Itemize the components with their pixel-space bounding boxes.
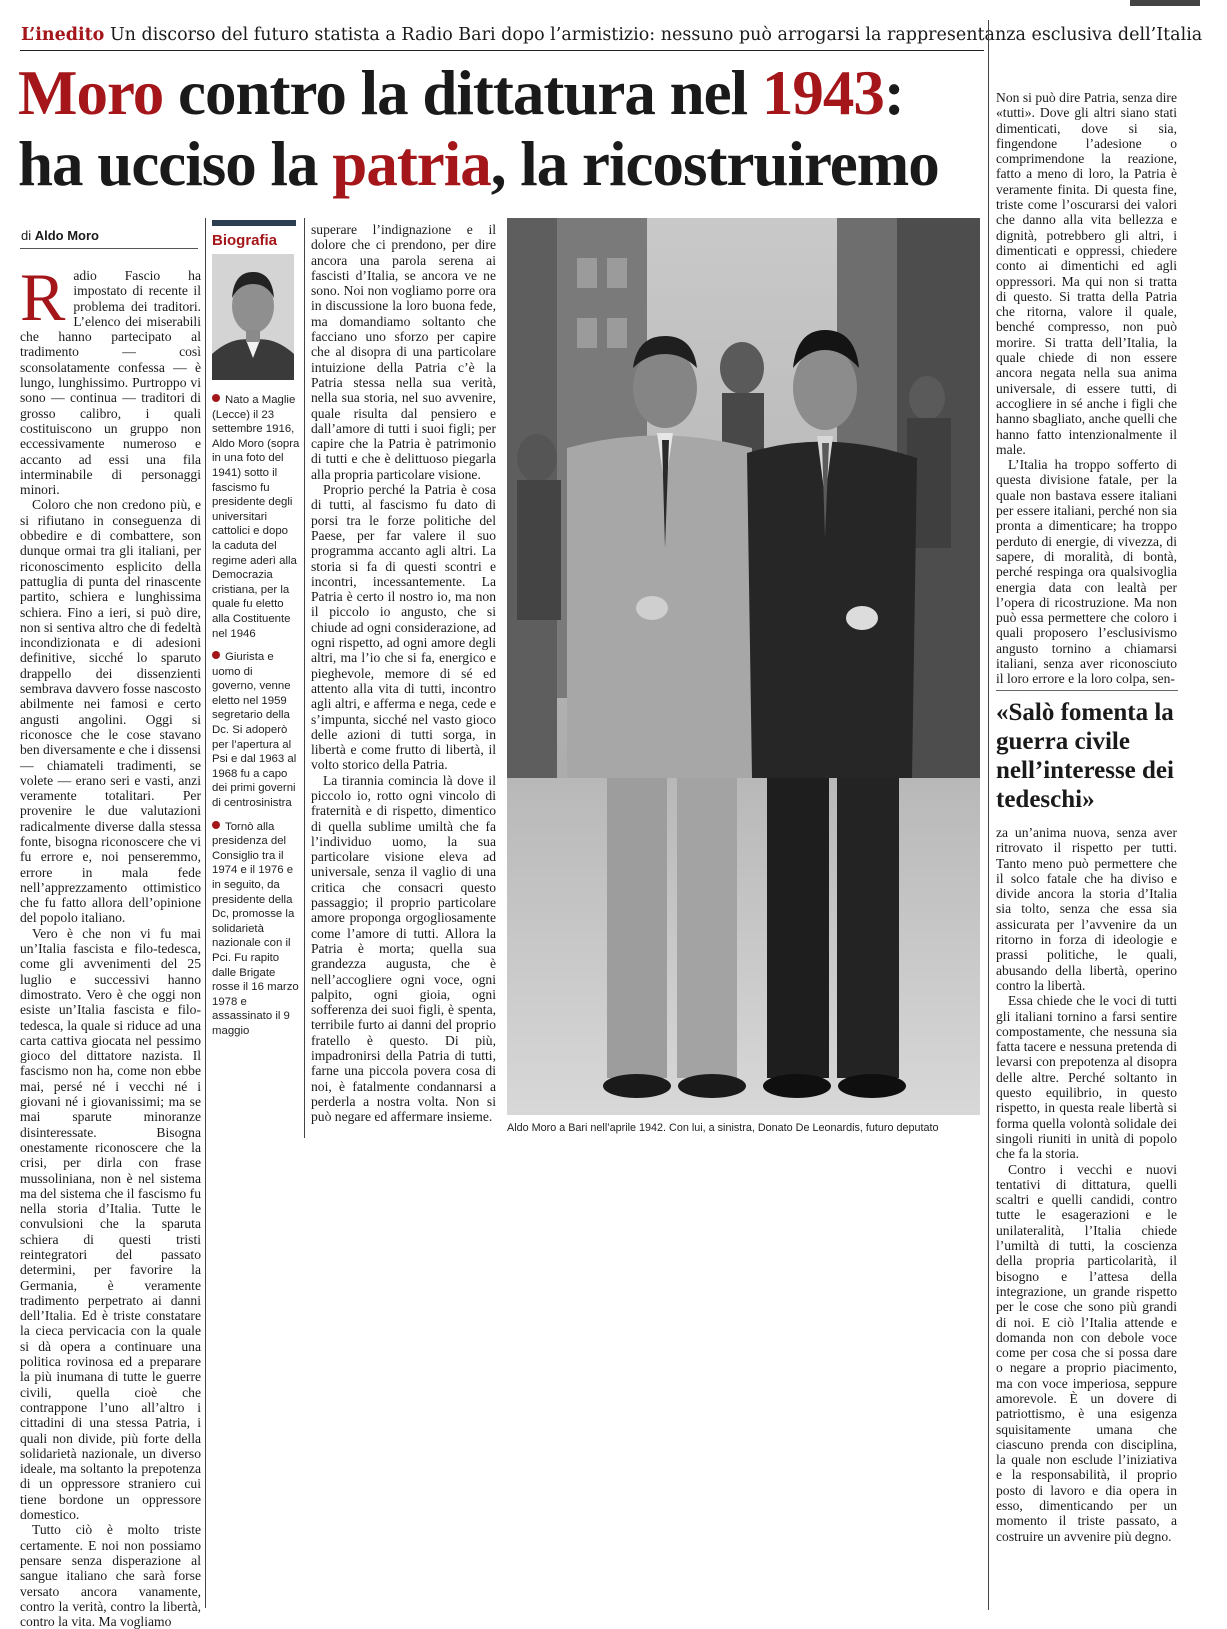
main-photo (507, 218, 980, 1115)
page-corner-mark (1130, 0, 1200, 6)
column-divider (205, 218, 206, 1608)
byline-rule (20, 248, 198, 249)
byline-prefix: di (21, 228, 35, 243)
paragraph: L’Italia ha troppo sofferto di questa divisione fatale, per la quale non bastava essere italiani per essere italiani, perché non sia pronta a dimenticare; ha troppo perduto di energie, di vivezza, di sapere, di moralità, di bontà, perché respinga ora qualsivoglia energia data con lealtà per l’opera di ricostruzione. Ma non può essa permettere che coloro i quali proposero l’esclusivismo angusto tornino a chiamarsi italiani, senza aver riconosciuto il loro errore e la loro colpa, sen- (996, 457, 1177, 687)
portrait-photo (212, 254, 294, 380)
bio-item-text: Giurista e uomo di governo, venne eletto nel 1959 segretario della Dc. Si adoperò per l’apertura al Psi e dal 1963 al 1968 fu a capo dei primi governi di centrosinistra (212, 651, 297, 810)
main-photo-image (507, 218, 980, 1115)
bio-item-text: Nato a Maglie (Lecce) il 23 settembre 1916, Aldo Moro (sopra in una foto del 1941) sotto il fascismo fu presidente degli universitari cattolici e dopo la caduta del regime aderì alla Democrazia cristiana, per la quale fu eletto alla Costituente nel 1946 (212, 394, 300, 640)
headline-colon: : (883, 58, 904, 128)
paragraph: Contro i vecchi e nuovi tentativi di dittatura, quelli scaltri e quelli candidi, contro tutte le esagerazioni e le unilateralità, l’Italia chiede l’umiltà di tutti, la coscienza della propria particolarità, il bisogno e l’attesa della integrazione, un grande rispetto per le cose che sono più grandi di noi. E ciò l’Italia attende e domanda non con debole voce come per cosa che si possa dare o negare a proprio piacimento, ma con voce imperiosa, seppure amorevole. È un dovere di patriottismo, è una esigenza squisitamente umana che ciascuno prenda con disciplina, la quale non esclude l’iniziativa e la responsabilità, il proprio posto di lavoro e dia opera in esso, dimenticando per un momento il triste passato, a costruire un avvenire più degno. (996, 1161, 1177, 1544)
headline-moro: Moro (18, 58, 164, 128)
paragraph: Tutto ciò è molto triste certamente. E noi non possiamo pensare senza disperazione al sangue italiano che sarà forse versato ancora vanamente, contro la verità, contro la libertà, contro la vita. Ma vogliamo (20, 1522, 201, 1629)
paragraph: Proprio perché la Patria è cosa di tutti, al fascismo fu dato di porsi tra le forze politiche del Paese, per far valere il suo programma accanto agli altri. La storia si fa di questi scontri e incontri, incessantemente. La Patria è certo il nostro io, ma non il piccolo io angusto, che si chiude ad ogni considerazione, ad ogni rispetto, ad ogni amore degli altri, ma l’io che si fa, energico e pieghevole, memore di sé ed attento alla vita di tutti, incontro agli altri, e afferma e nega, cede e s’impunta, sicché nel vasto gioco delle azioni di tutti sorga, in libertà e come frutto di libertà, il volto storico della Patria. (311, 482, 496, 773)
paragraph: Vero è che non vi fu mai un’Italia fascista e filo-tedesca, come gli avvenimenti del 25 luglio e successivi hanno dimostrato. Vero è che oggi non esiste un’Italia fascista e filo-tedesca, la quale si riduce ad una carta cattiva giocata nel pessimo gioco del dittatore nazista. Il fascismo non ha, come non ebbe mai, persé né i vecchi né i giovani né i giovanissimi; ma se mai sparute minoranze disinteressate. Bisogna onestamente riconoscere che la crisi, per dirla con frase mussoliniana, non è nel sistema ma del sistema che il fascismo fu nella storia d’Italia. Tutte le convulsioni che la sparuta schiera di questi tristi reintegratori del passato determini, per favorire la Germania, è veramente tradimento perpetrato ai danni dell’Italia. Ed è triste constatare la cieca pervicacia con la quale si dà opera a continuare una politica rovinosa ed a preparare la più inumana di tutte le guerre civili, quella cioè che contrappone l’uno all’altro i cittadini di una stessa Patria, i quali non divide, più forte della solidarietà nazionale, un diverso ideale, ma soltanto la prepotenza di un oppressore straniero cui tiene bordone un oppressore domestico. (20, 925, 201, 1523)
bullet-dot-icon (212, 821, 220, 829)
kicker-text: Un discorso del futuro statista a Radio Bari dopo l’armistizio: nessuno può arrogarsi la rappresentanza esclusiva dell’Italia (109, 25, 1203, 45)
paragraph: superare l’indignazione e il dolore che ci prendono, per dire ancora una parola serena ai fascisti d’Italia, se ancora ve ne sono. Noi non vogliamo porre ora in discussione la loro buona fede, ma domandiamo soltanto che facciano uno sforzo per capire che al disopra di una particolare intuizione della Patria c’è la Patria stessa nella sua verità, nella sua storia, nel suo avvenire, quale risulta dal pensiero e dall’amore di tutti i suoi figli; per capire che la Patria è patrimonio di tutti e che è delittuoso piegarla alla propria particolare visione. (311, 222, 496, 482)
column-divider (304, 218, 305, 1138)
drop-cap: R (20, 259, 66, 335)
headline-text-2: ha ucciso la (18, 129, 333, 199)
headline-text-1: contro la dittatura nel (163, 58, 762, 128)
bio-item (212, 393, 300, 641)
bio-item (212, 820, 300, 1039)
bullet-dot-icon (212, 651, 220, 659)
paragraph: Non si può dire Patria, senza dire «tutti». Dove gli altri siano stati dimenticati, dove si sia, fingendone l’adesione o comprimendone la reazione, fatto a meno di loro, la Patria è veramente finita. Di questa fine, triste come l’oscurarsi dei valori che danno alla vita bellezza e dignità, potrebbero gli altri, i dimenticati e oppressi, chiedere conto ai dimentichi ed agli oppressori. Ma qui non si tratta di questo. Si tratta della Patria che ritorna, valore il quale, benché compresso, non può morire. Si tratta dell’Italia, la quale chiede di non essere ancora negata nella sua anima universale, di essere tutti, di accogliere in sé anche i figli che hanno sbagliato, anche quelli che hanno fatto intenzionalmente il male. (996, 90, 1177, 457)
byline-author: Aldo Moro (34, 228, 99, 243)
paragraph-text: adio Fascio ha impostato di recente il problema dei traditori. L’elenco dei miserabili che hanno partecipato al tradimento — così sconsolatamente confessa — è lungo, lunghissimo. Purtroppo vi sono — continua — traditori di grosso calibro, i quali costituiscono un gruppo non eccessivamente numeroso e accanto ad essi una fila interminabile di personaggi minori. (20, 268, 201, 498)
kicker-label: L’inedito (21, 25, 105, 45)
pull-quote-rule (996, 690, 1178, 691)
column-divider (988, 20, 989, 1610)
headline-text-3: , la ricostruiremo (490, 129, 939, 199)
photo-caption: Aldo Moro a Bari nell’aprile 1942. Con lui, a sinistra, Donato De Leonardis, futuro deputato (507, 1122, 939, 1134)
portrait-image (212, 254, 294, 380)
paragraph: Essa chiede che le voci di tutti gli italiani tornino a farsi sentire compostamente, che nessuna sia fatta tacere e nessuna pretenda di levarsi con prepotenza al disopra delle altre. Perché soltanto in questo equilibrio, in questo rispetto, in questa reale libertà si forma quella volontà solidale dei singoli riuniti in unità di popolo che fa la storia. (996, 993, 1177, 1162)
bio-title: Biografia (212, 232, 278, 249)
bio-bar (212, 220, 296, 226)
headline-patria: patria (332, 129, 491, 199)
headline-year: 1943 (761, 58, 884, 128)
bio-item-text: Tornò alla presidenza del Consiglio tra il 1974 e il 1976 e in seguito, da presidente della Dc, promosse la solidarietà nazionale con il Pci. Fu rapito dalle Brigate rosse il 16 marzo 1978 e assassinato il 9 maggio (212, 820, 299, 1037)
headline (18, 58, 984, 200)
article-column-4 (996, 90, 1177, 685)
article-column-1 (20, 259, 201, 1629)
paragraph: Coloro che non credono più, e si rifiutano in conseguenza di obbedire e di combattere, son dunque ormai tra gli italiani, per riconoscimento esplicito della pattuglia di punta del rinascente partito, schiera e lunghissima schiera. Fino a ieri, si può dire, non si sentiva altro che di fedeltà incondizionata e di adesioni definitive, sicché lo sparuto drappello dei dissenzienti sembrava davvero fosse nascosto abilmente nei famosi e certo angusti angolini. Oggi si riconosce che le cose stavano ben diversamente e che i dissensi — chiamateli tradimenti, se volete — erano seri e vasti, anzi veramente totalitari. Per provenire le due valutazioni radicalmente diverse dalla stessa fonte, bisogna riconoscere che vi fu errore e, noi penseremmo, errore in mala fede nell’apprezzamento ottimistico che fu fatto allora dell’opinione del popolo italiano. (20, 497, 201, 926)
article-column-3 (311, 222, 496, 1142)
paragraph: za un’anima nuova, senza aver ritrovato il rispetto per tutti. Tanto meno può permettere che il solco fatale che ha diviso e divide ancora la storia d’Italia sia tolto, senza che essa sia assicurata per l’avvenire da un ritorno in forza di ideologie e prassi politiche, le quali, abusando della libertà, operino contro la libertà. (996, 825, 1177, 993)
article-column-4-continued (996, 825, 1177, 1605)
bio-item (212, 650, 300, 811)
pull-quote: «Salò fomenta la guerra civile nell’interesse dei tedeschi» (996, 699, 1174, 813)
paragraph (20, 259, 201, 498)
bullet-dot-icon (212, 394, 220, 402)
kicker (21, 24, 1203, 46)
top-rule (20, 50, 984, 51)
byline (21, 228, 99, 243)
bio-text (212, 393, 300, 1048)
paragraph: La tirannia comincia là dove il piccolo io, rotto ogni vincolo di fraternità e di rispetto, dimentico di quella sublime umiltà che fa l’individuo uomo, la sua particolare visione eleva ad universale, senza il vaglio di una critica che consacri questo passaggio; il proprio particolare amore proponga orgogliosamente come l’amore di tutti. Allora la Patria è morta; quella sua grandezza augusta, che è nell’accogliere ogni voce, ogni palpito, ogni gioia, ogni sofferenza dei suoi figli, è spenta, terribile furto ai danni del proprio fratello è questo. Di più, impadronirsi della Patria di tutti, farne una piccola povera cosa di noi, è fatalmente condannarsi a perderla a nostra volta. Non si può negare ed affermare insieme. (311, 772, 496, 1125)
